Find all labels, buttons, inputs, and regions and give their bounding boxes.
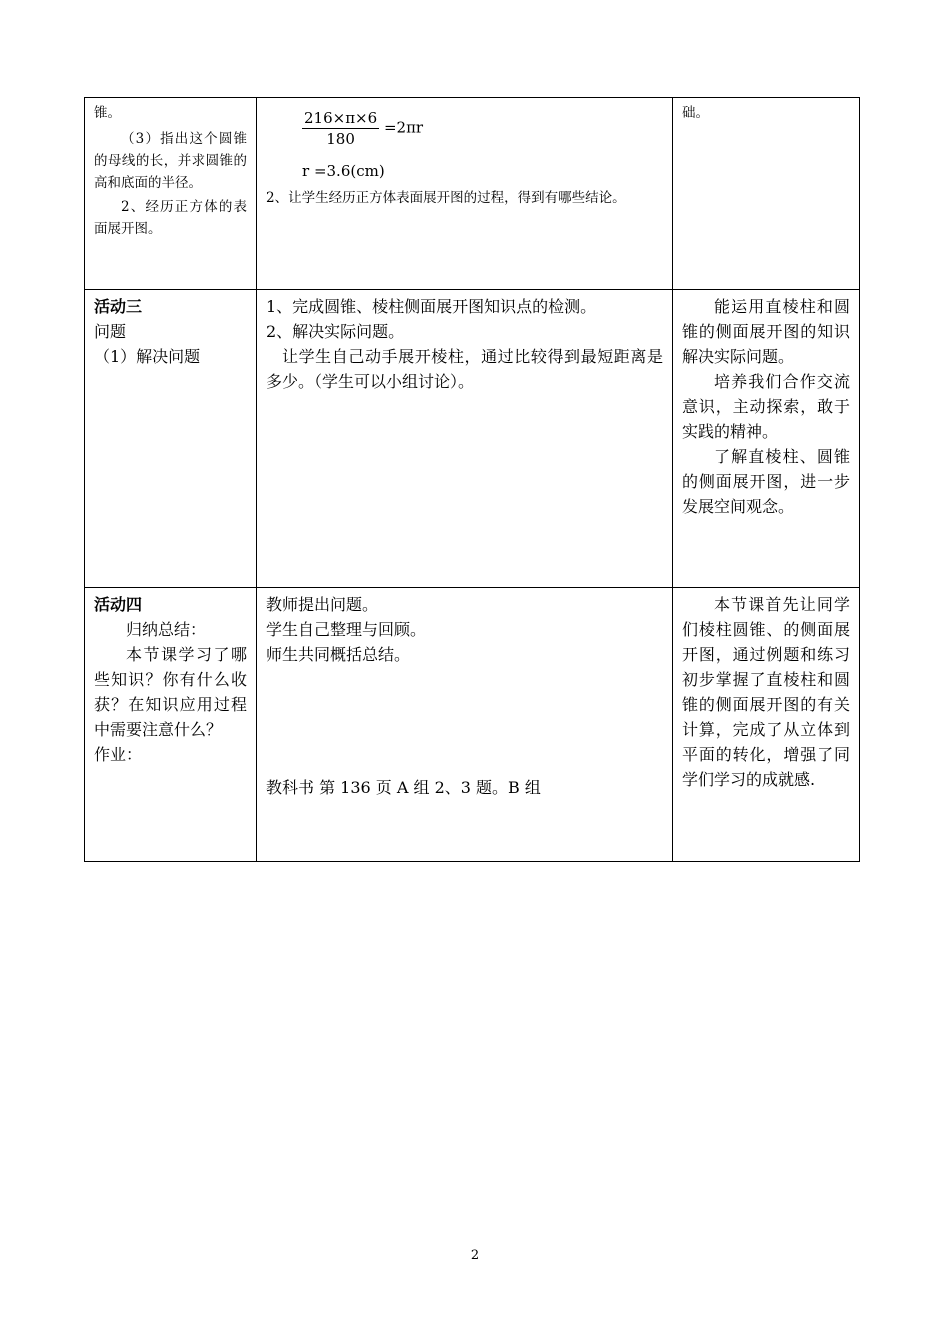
table-row <box>85 588 860 862</box>
row3-col2-line1: 教师提出问题。 <box>266 595 379 614</box>
formula-result: r =3.6(cm) <box>302 162 385 180</box>
row2-col3-para2: 培养我们合作交流意识，主动探索，敢于实践的精神。 <box>682 372 850 441</box>
row3-col3-text: 本节课首先让同学们棱柱圆锥、的侧面展开图，通过例题和练习初步掌握了直棱柱和圆锥的侧面展开图的有关计算，完成了从立体到平面的转化，增强了同学们学习的成就感. <box>682 595 850 789</box>
homework-text: 教科书 第 136 页 A 组 2、3 题。B 组 <box>266 778 541 797</box>
row3-col2-cell <box>257 588 673 862</box>
row2-col1-line1: 问题 <box>94 322 127 341</box>
row3-col2-line3: 师生共同概括总结。 <box>266 645 411 664</box>
row1-col3-cell <box>673 98 860 290</box>
row1-col2-text: 2、让学生经历正方体表面展开图的过程，得到有哪些结论。 <box>266 190 626 206</box>
lesson-table <box>84 97 860 862</box>
row2-col1-cell <box>85 290 257 588</box>
row2-col2-line2: 2、解决实际问题。 <box>266 322 405 341</box>
table-row <box>85 290 860 588</box>
formula-numerator: 216×π×6 <box>304 109 378 127</box>
row1-col1-line2: （3）指出这个圆锥的母线的长，并求圆锥的高和底面的半径。 <box>94 131 247 191</box>
row3-col3-cell <box>673 588 860 862</box>
row2-col3-cell <box>673 290 860 588</box>
row1-col2-cell <box>257 98 673 290</box>
row3-col1-line2: 本节课学习了哪些知识？你有什么收获？在知识应用过程中需要注意什么？ <box>94 645 247 739</box>
activity-three-title: 活动三 <box>94 297 143 316</box>
row2-col2-cell <box>257 290 673 588</box>
formula-equation <box>302 108 663 152</box>
row1-col1-line1: 锥。 <box>94 105 121 121</box>
row2-col3-para1: 能运用直棱柱和圆锥的侧面展开图的知识解决实际问题。 <box>682 297 850 366</box>
row3-col1-cell <box>85 588 257 862</box>
row2-col2-line1: 1、完成圆锥、棱柱侧面展开图知识点的检测。 <box>266 297 597 316</box>
row1-col1-cell <box>85 98 257 290</box>
page-number: 2 <box>470 1248 480 1263</box>
row3-col2-line2: 学生自己整理与回顾。 <box>266 620 427 639</box>
spacer <box>266 667 663 775</box>
table-row <box>85 98 860 290</box>
row3-col1-line3: 作业： <box>94 745 143 764</box>
row1-col3-text: 础。 <box>682 105 709 121</box>
row2-col1-line2: （1）解决问题 <box>94 347 201 366</box>
activity-four-title: 活动四 <box>94 595 143 614</box>
formula-rhs: =2πr <box>383 118 424 137</box>
row2-col2-line3: 让学生自己动手展开棱柱，通过比较得到最短距离是多少。（学生可以小组讨论）。 <box>266 347 663 391</box>
row1-col1-line3: 2、经历正方体的表面展开图。 <box>94 199 247 237</box>
row3-col1-line1: 归纳总结： <box>126 620 207 639</box>
row2-col3-para3: 了解直棱柱、圆锥的侧面展开图，进一步发展空间观念。 <box>682 447 850 516</box>
formula-fraction <box>302 108 379 149</box>
formula-denominator: 180 <box>326 130 355 148</box>
